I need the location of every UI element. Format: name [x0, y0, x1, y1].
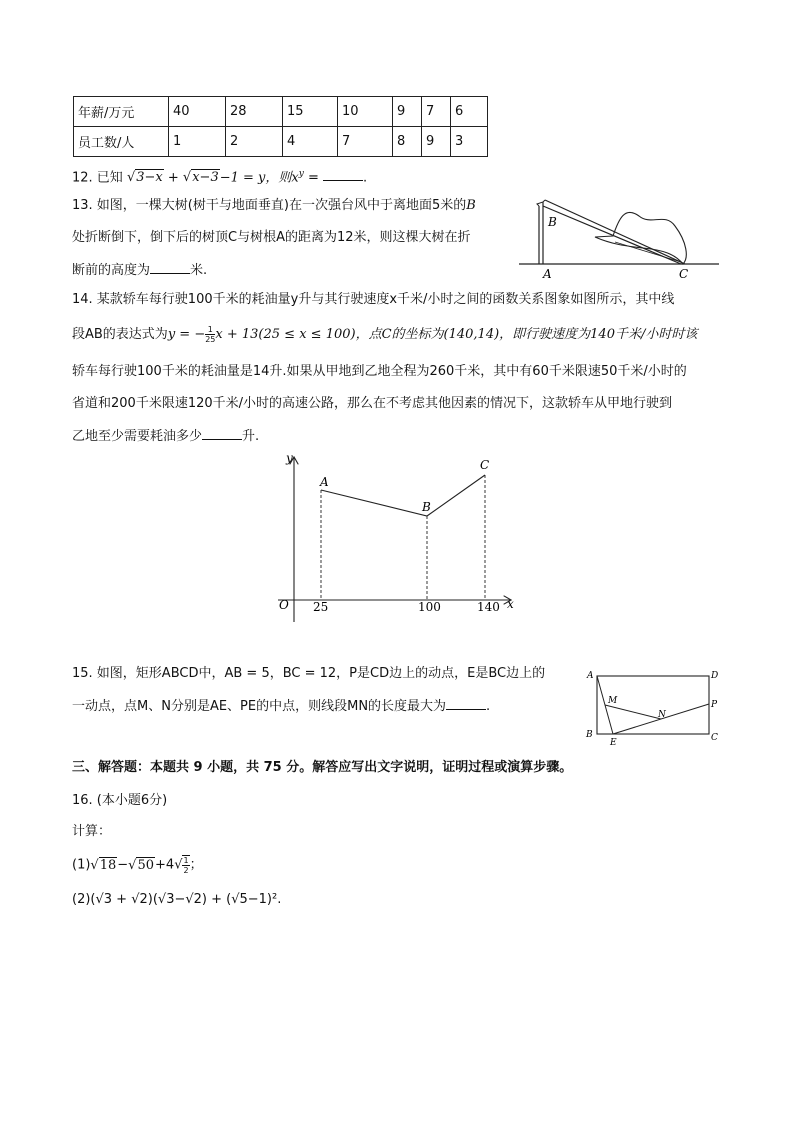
point-label-B: B [422, 500, 431, 514]
q14-line-1: 14. 某款轿车每行驶100千米的耗油量y升与其行驶速度x千米/小时之间的函数关系图象如图所示，其中线 [72, 292, 675, 307]
table-cell: 40 [169, 97, 226, 127]
q14-fuel-graph [270, 450, 520, 630]
tick-label: 100 [418, 600, 441, 614]
label-B: B [548, 215, 557, 229]
table-cell: 10 [338, 97, 393, 127]
label-D: D [711, 671, 719, 681]
q12-prefix: 12. 已知 [72, 170, 123, 186]
table-cell: 8 [393, 127, 422, 157]
segment-MN [605, 705, 661, 719]
table-cell: 1 [169, 127, 226, 157]
axis-label-y: y [286, 451, 293, 465]
table-cell: 28 [226, 97, 283, 127]
q12-tail: −1 = y，则 [219, 170, 292, 186]
table-cell: 9 [422, 127, 451, 157]
table-cell: 4 [283, 127, 338, 157]
label-B: B [586, 730, 593, 740]
axis-label-x: x [507, 597, 514, 611]
label-C: C [711, 733, 718, 743]
table-cell: 年薪/万元 [74, 97, 169, 127]
tree-crown [595, 212, 686, 264]
branch-line [615, 242, 681, 262]
salary-table [73, 96, 488, 157]
label-C: C [679, 267, 689, 280]
q13-line-1: 13. 如图，一棵大树(树干与地面垂直)在一次强台风中于离地面5米的B [72, 198, 476, 213]
table-cell: 6 [451, 97, 488, 127]
label-M: M [608, 696, 618, 706]
table-row [74, 127, 488, 157]
table-cell: 9 [393, 97, 422, 127]
fuel-curve [321, 475, 485, 516]
q14-line-5: 乙地至少需要耗油多少 升. [72, 425, 259, 447]
q16-prompt: 计算： [72, 824, 112, 839]
q15-rectangle-figure [583, 666, 723, 748]
table-row [74, 97, 488, 127]
label-N: N [658, 710, 666, 720]
break-point [537, 200, 545, 206]
point-label-C: C [480, 458, 490, 472]
q16-part-1: (1)√18−√50+4√ $\frac{1}{2}$ ； [72, 856, 203, 875]
q14-line-2: 段AB的表达式为y = − $\frac{1}{25}$ x + 13(25 ≤ x ≤ 100)，点C的坐标为(140,14)，即行驶速度为140千米/小时时该 [72, 325, 698, 344]
label-E: E [610, 738, 617, 748]
answer-blank[interactable] [202, 425, 242, 440]
q16-title: 16. (本小题6分) [72, 793, 168, 808]
sqrt-50: √50 [128, 857, 155, 873]
q13-tree-figure [515, 192, 725, 280]
answer-blank[interactable] [323, 166, 363, 181]
q15-line-2: 一动点，点M、N分别是AE、PE的中点，则线段MN的长度最大为 . [72, 695, 490, 717]
label-A: A [587, 671, 594, 681]
answer-blank[interactable] [446, 695, 486, 710]
sqrt-18: √18 [90, 857, 117, 873]
table-cell: 员工数/人 [74, 127, 169, 157]
table-cell: 2 [226, 127, 283, 157]
point-label-A: A [320, 475, 329, 489]
fallen-trunk [543, 206, 681, 264]
origin-label: O [279, 598, 289, 612]
q14-line-3: 轿车每行驶100千米的耗油量是14升.如果从甲地到乙地全程为260千米，其中有60千米限速50千米/小时的 [72, 364, 687, 379]
fallen-trunk [545, 200, 685, 264]
q16-part-2: (2)(√3 + √2)(√3−√2) + (√5−1)². [72, 892, 282, 907]
tick-label: 140 [477, 600, 500, 614]
q13-line-2: 处折断倒下，倒下后的树顶C与树根A的距离为12米，则这棵大树在折 [72, 230, 471, 245]
label-P: P [711, 700, 718, 710]
question-12: 12. 已知 √3−x + √x−3−1 = y，则$x^y$ = . [72, 164, 367, 188]
q14-line-4: 省道和200千米限速120千米/小时的高速公路，那么在不考虑其他因素的情况下，这款轿车从甲地行驶到 [72, 396, 673, 411]
fraction: $\frac{1}{25}$ [205, 325, 216, 344]
table-cell: 7 [422, 97, 451, 127]
tick-label: 25 [313, 600, 329, 614]
sqrt-one-half: √ $\frac{1}{2}$ [174, 856, 189, 875]
q13-line-3: 断前的高度为 米. [72, 259, 207, 281]
sqrt-3-minus-x: √3−x [126, 170, 163, 186]
q15-line-1: 15. 如图，矩形ABCD中，AB = 5，BC = 12，P是CD边上的动点，E是BC边上的 [72, 666, 546, 681]
answer-blank[interactable] [150, 259, 190, 274]
table-cell: 3 [451, 127, 488, 157]
table-cell: 15 [283, 97, 338, 127]
sqrt-x-minus-3: √x−3 [182, 170, 219, 186]
table-cell: 7 [338, 127, 393, 157]
section-3-heading: 三、解答题：本题共 9 小题，共 75 分。解答应写出文字说明，证明过程或演算步骤。 [72, 760, 573, 775]
label-A: A [543, 267, 552, 280]
